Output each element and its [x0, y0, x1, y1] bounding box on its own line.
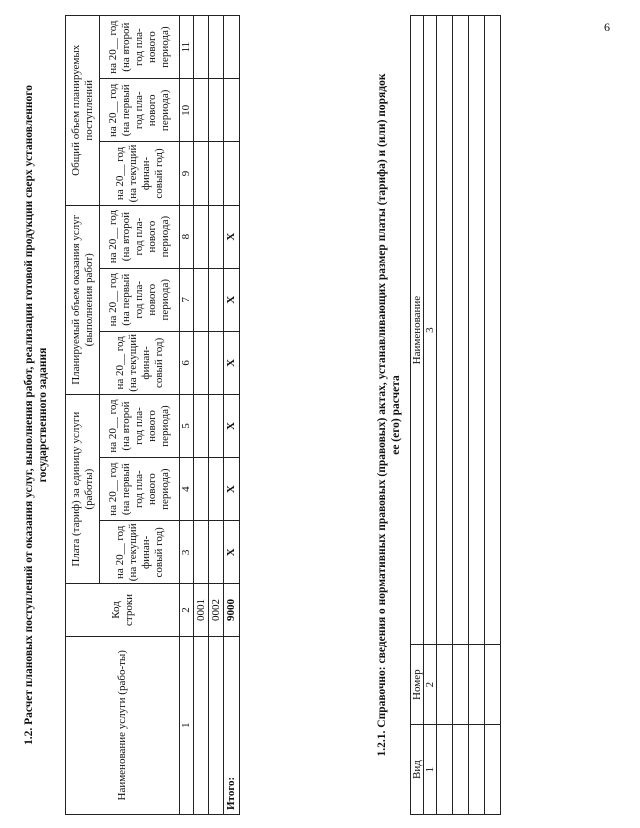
total-row	[224, 16, 240, 815]
row-code: 0001	[194, 584, 209, 636]
header-service-name: Наименование услуги (рабо-ты)	[66, 636, 180, 814]
year-header: на 20__ год (на текущий финан-совый год)	[100, 142, 180, 205]
col-num: 5	[180, 394, 194, 457]
header-volume: Планируемый объем оказания услуг (выполнения работ)	[66, 205, 100, 394]
table-row	[209, 16, 224, 815]
col-num: 8	[180, 205, 194, 268]
col-num: 3	[180, 521, 194, 584]
x-mark: X	[224, 458, 240, 521]
section-title-cont: государственного задания	[37, 347, 49, 483]
year-header: на 20__ год (на второй год пла-нового периода)	[100, 394, 180, 457]
year-header: на 20__ год (на первый год пла-нового периода)	[100, 79, 180, 142]
year-header: на 20__ год (на второй год пла-нового периода)	[100, 16, 180, 79]
year-header: на 20__ год (на первый год пла-нового периода)	[100, 458, 180, 521]
section2-title-cont: ее (его) расчета	[390, 375, 402, 455]
header-name: Наименование	[411, 16, 424, 645]
year-header: на 20__ год (на второй год пла-нового периода)	[100, 205, 180, 268]
year-header: на 20__ год (на текущий финан-совый год)	[100, 521, 180, 584]
rotated-page-content	[20, 15, 620, 815]
col-num: 3	[424, 16, 437, 645]
total-label: Итого:	[224, 636, 240, 814]
x-mark: X	[224, 521, 240, 584]
col-num: 10	[180, 79, 194, 142]
section2-title: 1.2.1. Справочно: сведения о нормативных правовых (правовых) актах, устанавливающих размер платы (тарифа) и (или) порядок	[376, 73, 388, 757]
header-fee: Плата (тариф) за единицу услуги (работы)	[66, 394, 100, 583]
legal-acts-table	[410, 15, 501, 815]
col-num: 2	[180, 584, 194, 636]
col-num: 1	[180, 636, 194, 814]
column-numbers-row	[180, 16, 194, 815]
col-num: 7	[180, 268, 194, 331]
col-num: 9	[180, 142, 194, 205]
x-mark: X	[224, 394, 240, 457]
row-code: 0002	[209, 584, 224, 636]
col-num: 4	[180, 458, 194, 521]
col-num: 11	[180, 16, 194, 79]
header-number: Номер	[411, 645, 424, 725]
table-row	[485, 16, 501, 815]
year-header: на 20__ год (на первый год пла-нового периода)	[100, 268, 180, 331]
col-num: 6	[180, 331, 194, 394]
year-header: на 20__ год (на текущий финан-совый год)	[100, 331, 180, 394]
x-mark: X	[224, 268, 240, 331]
header-row-code: Код строки	[66, 584, 180, 636]
page-number: 6	[604, 20, 610, 34]
table-row	[469, 16, 485, 815]
table-row	[453, 16, 469, 815]
table-row	[437, 16, 453, 815]
header-type: Вид	[411, 725, 424, 815]
x-mark: X	[224, 331, 240, 394]
col-num: 1	[424, 725, 437, 815]
x-mark: X	[224, 205, 240, 268]
section-title: 1.2. Расчет плановых поступлений от оказания услуг, выполнения работ, реализации готовой продукции сверх установленного	[23, 85, 35, 745]
col-num: 2	[424, 645, 437, 725]
total-code: 9000	[224, 584, 240, 636]
table-row	[194, 16, 209, 815]
planned-income-table	[65, 15, 240, 815]
header-total: Общий объем планируемых поступлений	[66, 16, 100, 206]
